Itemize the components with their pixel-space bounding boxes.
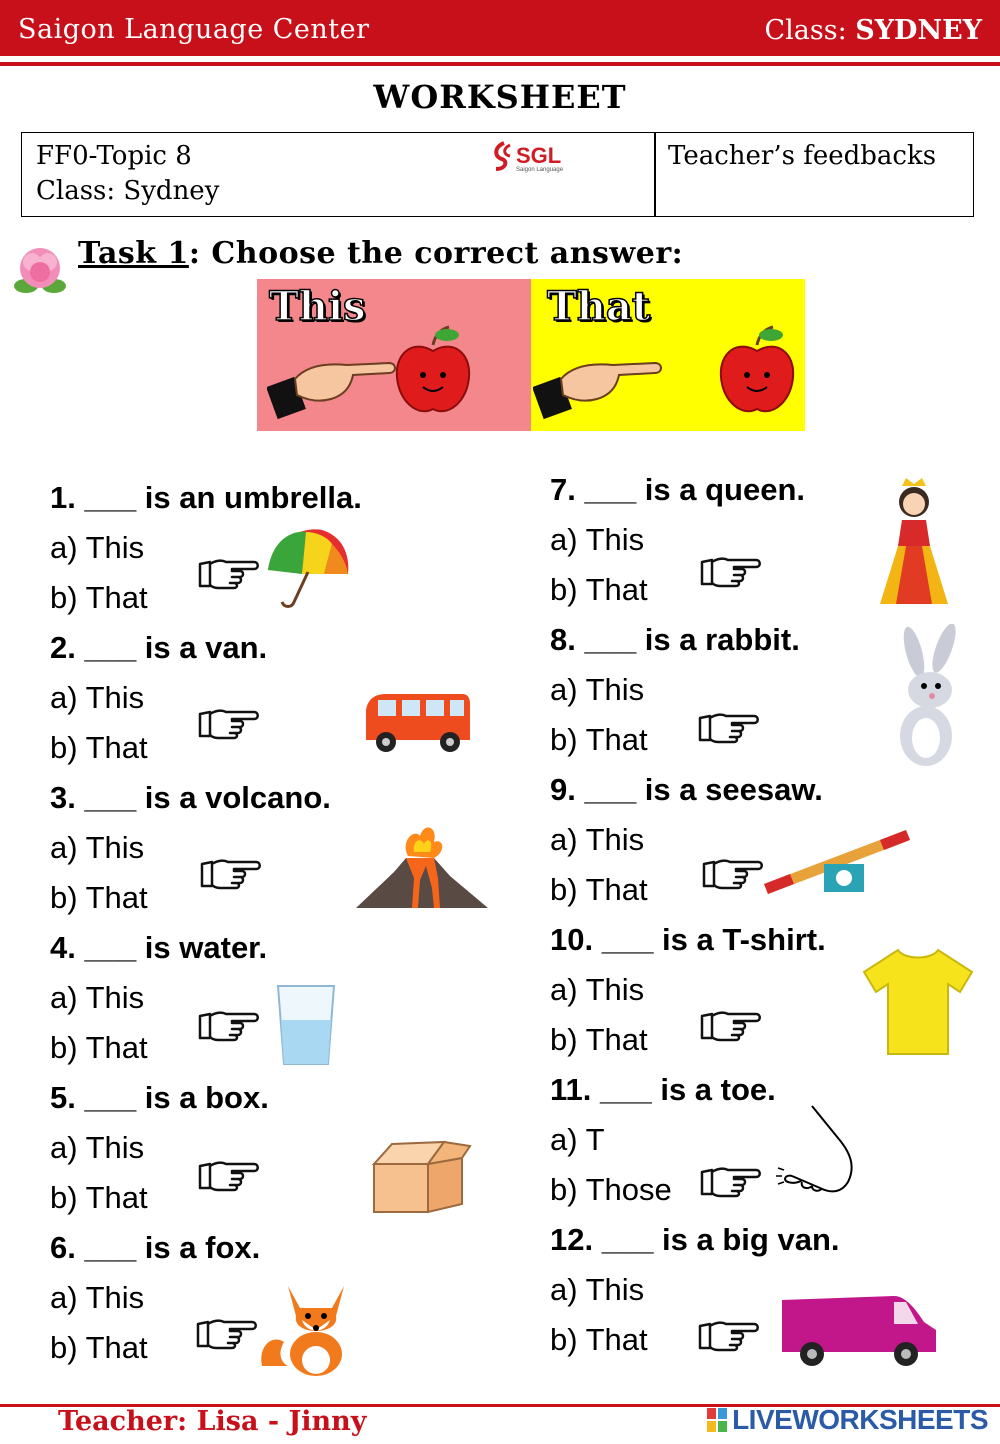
- question-text: 1. ___ is an umbrella.: [50, 480, 362, 515]
- question-5: [50, 1080, 269, 1216]
- option-a[interactable]: a) This: [50, 530, 145, 565]
- question-text: 10. ___ is a T-shirt.: [550, 922, 826, 957]
- option-a[interactable]: a) This: [50, 830, 145, 865]
- question-text: 6. ___ is a fox.: [50, 1230, 261, 1265]
- liveworksheets-mark-icon: [706, 1407, 728, 1433]
- question-4: [50, 930, 267, 1066]
- umbrella-icon: [262, 524, 352, 614]
- option-a[interactable]: a) This: [550, 1272, 645, 1307]
- pointing-hand-icon: [698, 1158, 762, 1200]
- option-b[interactable]: b) That: [50, 880, 148, 915]
- option-a[interactable]: a) This: [50, 1280, 145, 1315]
- option-a[interactable]: a) This: [550, 672, 645, 707]
- liveworksheets-text: LIVEWORKSHEETS: [732, 1404, 988, 1435]
- option-b[interactable]: b) That: [550, 1322, 648, 1357]
- logo-subtext: Saigon Language: [516, 167, 564, 173]
- hand-pointing-icon: [533, 341, 663, 421]
- teacher-name: Teacher: Lisa - Jinny: [58, 1406, 367, 1437]
- t-shirt-icon: [860, 946, 976, 1058]
- this-panel: [257, 279, 531, 431]
- pointing-hand-icon: [198, 850, 262, 892]
- page-title: WORKSHEET: [373, 78, 627, 116]
- fox-icon: [258, 1276, 366, 1380]
- logo-text: SGL: [516, 143, 562, 168]
- hand-pointing-icon: [267, 341, 397, 421]
- pointing-hand-icon: [194, 1310, 258, 1352]
- question-text: 9. ___ is a seesaw.: [550, 772, 823, 807]
- option-b[interactable]: b) That: [550, 872, 648, 907]
- header-divider: [0, 62, 1000, 66]
- pointing-hand-icon: [698, 548, 762, 590]
- class-text: Class: Sydney: [36, 176, 220, 206]
- apple-far-icon: [717, 325, 797, 419]
- task-label: Task 1: [78, 236, 189, 271]
- class-header: [764, 15, 982, 46]
- pointing-hand-icon: [196, 550, 260, 592]
- question-2: [50, 630, 267, 766]
- pointing-hand-icon: [196, 700, 260, 742]
- question-text: 7. ___ is a queen.: [550, 472, 806, 507]
- toe-icon: [772, 1102, 872, 1198]
- option-b[interactable]: b) That: [550, 722, 648, 757]
- pointing-hand-icon: [196, 1152, 260, 1194]
- box-icon: [368, 1140, 472, 1214]
- big-van-icon: [776, 1290, 942, 1368]
- option-a[interactable]: a) This: [50, 680, 145, 715]
- class-label: Class:: [764, 15, 856, 46]
- option-b[interactable]: b) That: [50, 730, 148, 765]
- question-text: 5. ___ is a box.: [50, 1080, 269, 1115]
- flower-icon: [10, 240, 70, 300]
- option-b[interactable]: b) Those: [550, 1172, 672, 1207]
- option-b[interactable]: b) That: [50, 1180, 148, 1215]
- sgl-logo: [492, 139, 592, 173]
- teacher-feedback-label: Teacher’s feedbacks: [668, 141, 937, 171]
- option-a[interactable]: a) This: [550, 522, 645, 557]
- pointing-hand-icon: [196, 1002, 260, 1044]
- question-text: 2. ___ is a van.: [50, 630, 268, 665]
- that-panel: [531, 279, 805, 431]
- question-text: 8. ___ is a rabbit.: [550, 622, 800, 657]
- topic-text: FF0-Topic 8: [36, 141, 192, 171]
- liveworksheets-logo: [706, 1404, 988, 1436]
- queen-icon: [876, 476, 952, 608]
- info-table: [21, 132, 974, 217]
- this-label: This: [269, 283, 366, 330]
- option-b[interactable]: b) That: [50, 580, 148, 615]
- apple-near-icon: [393, 325, 473, 419]
- this-that-illustration: [257, 279, 805, 431]
- that-label: That: [547, 283, 651, 330]
- option-b[interactable]: b) That: [550, 1022, 648, 1057]
- question-3: [50, 780, 331, 916]
- question-text: 4. ___ is water.: [50, 930, 268, 965]
- glass-of-water-icon: [274, 982, 338, 1068]
- pointing-hand-icon: [696, 1312, 760, 1354]
- option-a[interactable]: a) This: [50, 980, 145, 1015]
- class-name: SYDNEY: [855, 15, 982, 46]
- task-instruction: : Choose the correct answer:: [188, 236, 684, 271]
- option-a[interactable]: a) This: [550, 972, 645, 1007]
- question-text: 3. ___ is a volcano.: [50, 780, 331, 815]
- option-a[interactable]: a) T: [550, 1122, 605, 1157]
- option-b[interactable]: b) That: [50, 1030, 148, 1065]
- header-bar: [0, 0, 1000, 56]
- question-text: 11. ___ is a toe.: [550, 1072, 776, 1107]
- question-8: [550, 622, 800, 758]
- seesaw-icon: [760, 812, 912, 898]
- task-title: [78, 236, 683, 271]
- pointing-hand-icon: [700, 850, 764, 892]
- option-b[interactable]: b) That: [550, 572, 648, 607]
- school-name: Saigon Language Center: [18, 14, 370, 45]
- question-10: [550, 922, 826, 1058]
- van-icon: [362, 690, 472, 756]
- volcano-icon: [354, 818, 490, 912]
- question-7: [550, 472, 805, 608]
- option-a[interactable]: a) This: [50, 1130, 145, 1165]
- rabbit-icon: [884, 624, 968, 770]
- table-divider: [654, 133, 656, 216]
- option-b[interactable]: b) That: [50, 1330, 148, 1365]
- question-text: 12. ___ is a big van.: [550, 1222, 840, 1257]
- option-a[interactable]: a) This: [550, 822, 645, 857]
- pointing-hand-icon: [696, 704, 760, 746]
- pointing-hand-icon: [698, 1002, 762, 1044]
